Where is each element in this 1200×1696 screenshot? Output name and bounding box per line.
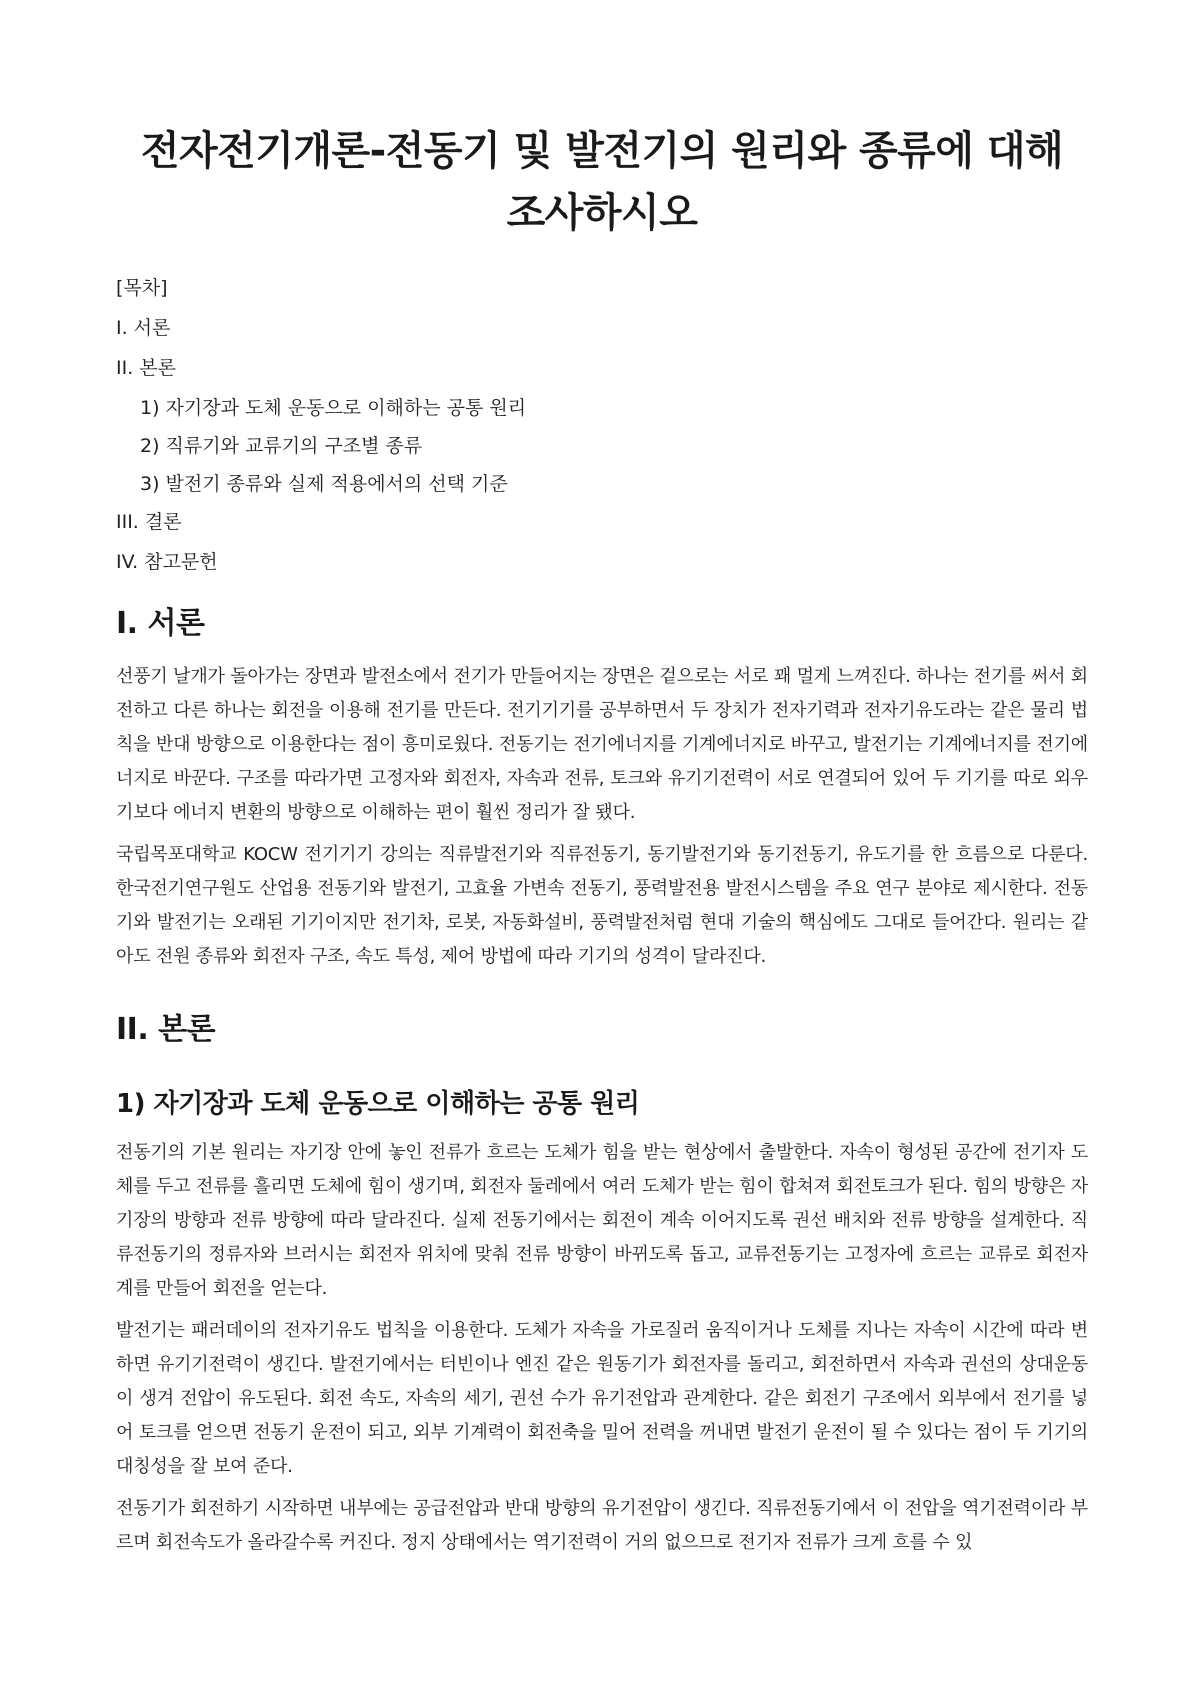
toc-item-intro: I. 서론 — [116, 317, 171, 339]
body-paragraph: 전동기의 기본 원리는 자기장 안에 놓인 전류가 흐르는 도체가 힘을 받는 현상에서 출발한다. 자속이 형성된 공간에 전기자 도체를 두고 전류를 흘리면 도체에 힘이 생기며, 회전자 둘레에서 여러 도체가 받는 힘이 합쳐져 회전토크가 된다. 힘의 방향은 자기장의 방향과 전류 방향에 따라 달라진다. 실제 전동기에서는 회전이 계속 이어지도록 권선 배치와 전류 방향을 설계한다. 직류전동기의 정류자와 브러시는 회전자 위치에 맞춰 전류 방향이 바뀌도록 돕고, 교류전동기는 고정자에 흐르는 교류로 회전자계를 만들어 회전을 얻는다. — [116, 1142, 1088, 1299]
section-heading-intro: I. 서론 — [116, 606, 205, 641]
table-of-contents — [116, 276, 1088, 574]
toc-item-body-sub1: 1) 자기장과 도체 운동으로 이해하는 공통 원리 — [140, 397, 527, 419]
body-paragraph: 발전기는 패러데이의 전자기유도 법칙을 이용한다. 도체가 자속을 가로질러 움직이거나 도체를 지나는 자속이 시간에 따라 변하면 유기기전력이 생긴다. 발전기에서는 터빈이나 엔진 같은 원동기가 회전자를 돌리고, 회전하면서 자속과 권선의 상대운동이 생겨 전압이 유도된다. 회전 속도, 자속의 세기, 권선 수가 유기전압과 관계한다. 같은 회전기 구조에서 외부에서 전기를 넣어 토크를 얻으면 전동기 운전이 되고, 외부 기계력이 회전축을 밀어 전력을 꺼내면 발전기 운전이 될 수 있다는 점이 두 기기의 대칭성을 잘 보여 준다. — [116, 1320, 1088, 1477]
toc-item-body: II. 본론 — [116, 357, 176, 379]
toc-item-references: IV. 참고문헌 — [116, 551, 218, 573]
intro-paragraph: 국립목포대학교 KOCW 전기기기 강의는 직류발전기와 직류전동기, 동기발전기와 동기전동기, 유도기를 한 흐름으로 다룬다. 한국전기연구원도 산업용 전동기와 발전기, 고효율 가변속 전동기, 풍력발전용 발전시스템을 주요 연구 분야로 제시한다. 전동기와 발전기는 오래된 기기이지만 전기차, 로봇, 자동화설비, 풍력발전처럼 현대 기술의 핵심에도 그대로 들어간다. 원리는 같아도 전원 종류와 회전자 구조, 속도 특성, 제어 방법에 따라 기기의 성격이 달라진다. — [116, 844, 1088, 967]
toc-item-body-sub2: 2) 직류기와 교류기의 구조별 종류 — [140, 435, 423, 457]
subsection-heading-principle: 1) 자기장과 도체 운동으로 이해하는 공통 원리 — [116, 1089, 640, 1119]
toc-item-body-sub3: 3) 발전기 종류와 실제 적용에서의 선택 기준 — [140, 473, 508, 495]
intro-paragraph: 선풍기 날개가 돌아가는 장면과 발전소에서 전기가 만들어지는 장면은 겉으로는 서로 꽤 멀게 느껴진다. 하나는 전기를 써서 회전하고 다른 하나는 회전을 이용해 전기를 만든다. 전기기기를 공부하면서 두 장치가 전자기력과 전자기유도라는 같은 물리 법칙을 반대 방향으로 이용한다는 점이 흥미로웠다. 전동기는 전기에너지를 기계에너지로 바꾸고, 발전기는 기계에너지를 전기에너지로 바꾼다. 구조를 따라가면 고정자와 회전자, 자속과 전류, 토크와 유기기전력이 서로 연결되어 있어 두 기기를 따로 외우기보다 에너지 변환의 방향으로 이해하는 편이 훨씬 정리가 잘 됐다. — [116, 666, 1088, 823]
toc-heading: [목차] — [116, 277, 168, 299]
toc-item-conclusion: III. 결론 — [116, 511, 182, 533]
document-title: 전자전기개론-전동기 및 발전기의 원리와 종류에 대해 조사하시오 — [140, 128, 1064, 236]
section-heading-body: II. 본론 — [116, 1012, 216, 1047]
body-paragraph: 전동기가 회전하기 시작하면 내부에는 공급전압과 반대 방향의 유기전압이 생긴다. 직류전동기에서 이 전압을 역기전력이라 부르며 회전속도가 올라갈수록 커진다. 정지 상태에서는 역기전력이 거의 없으므로 전기자 전류가 크게 흐를 수 있 — [116, 1498, 1088, 1553]
